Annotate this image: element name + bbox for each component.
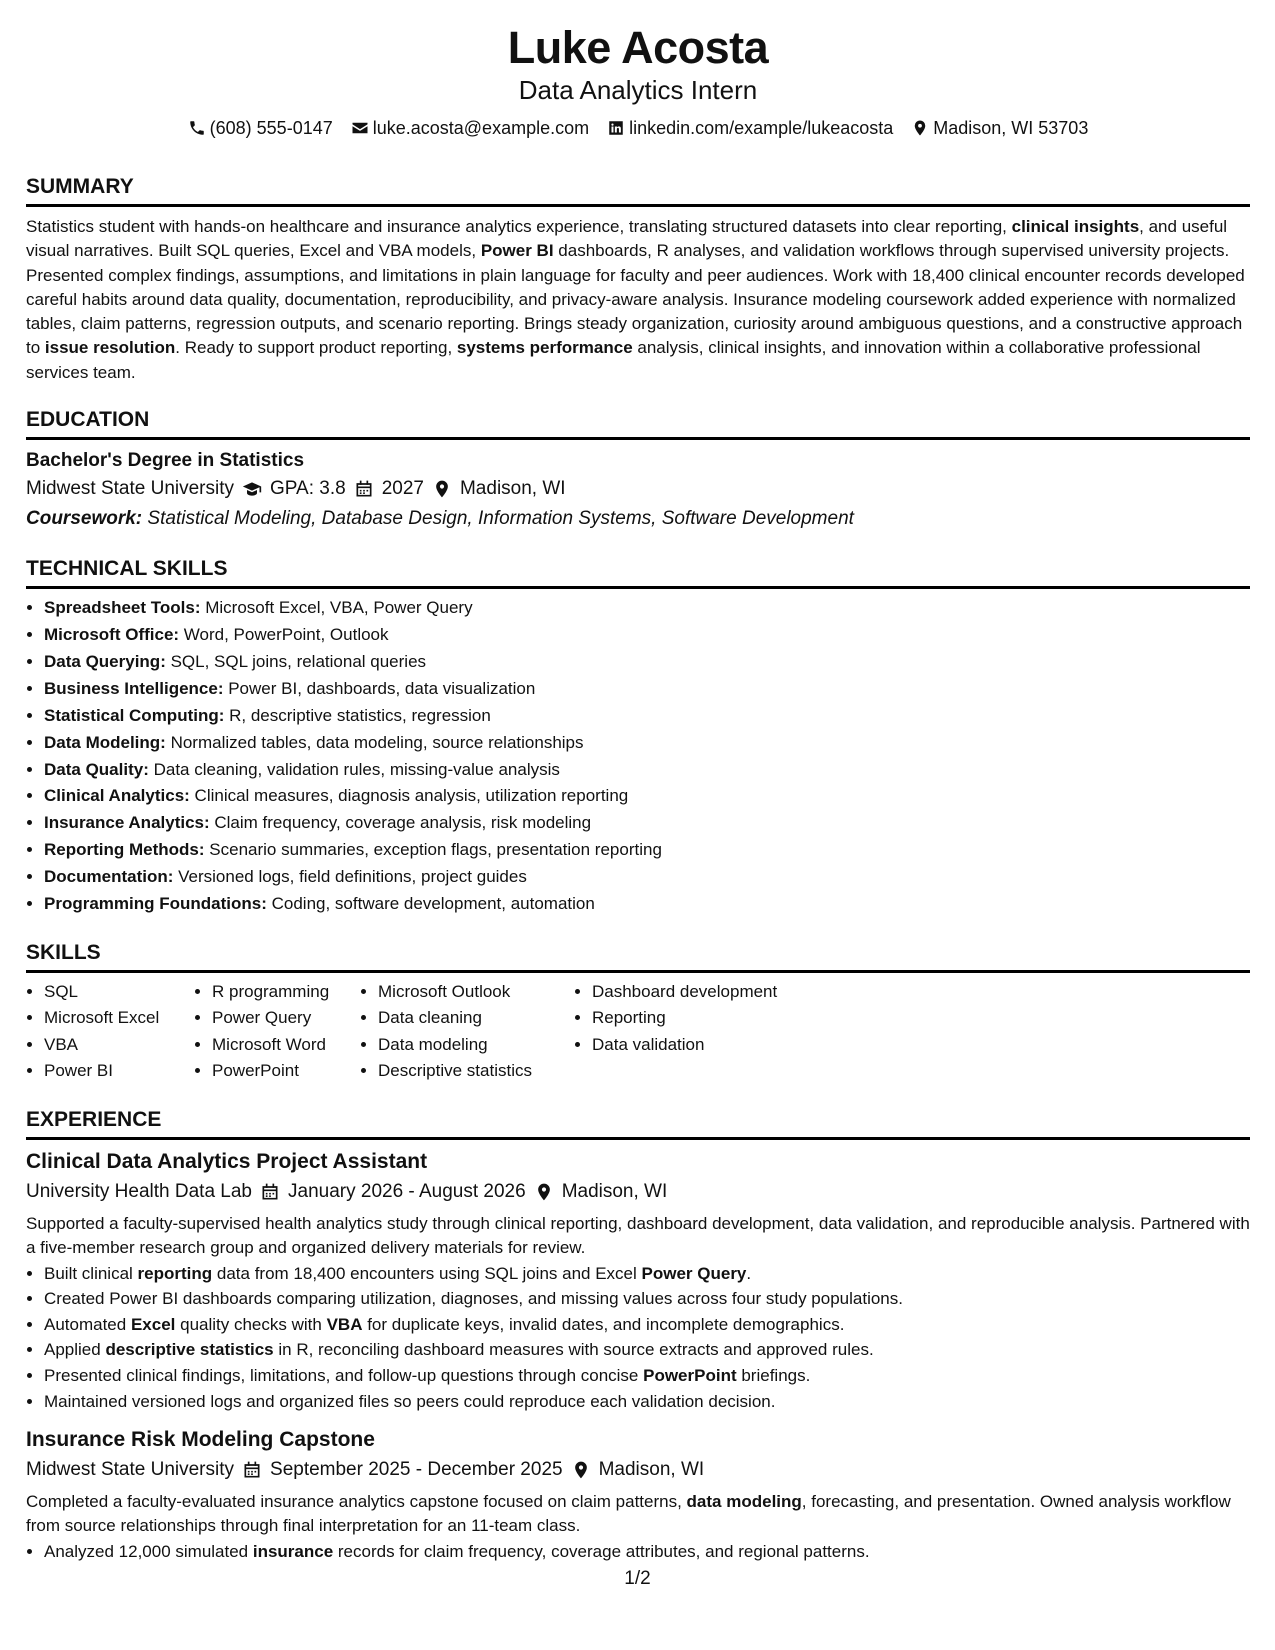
job-bullets	[26, 1261, 1250, 1415]
technical-skill-item	[44, 730, 1250, 757]
emphasis-text: PowerPoint	[643, 1365, 737, 1385]
job-meta	[26, 1454, 1250, 1486]
skill-item: • Dashboard development	[592, 979, 852, 1006]
graduation-cap-icon	[242, 479, 262, 499]
job-bullet	[44, 1286, 1250, 1312]
text-segment: Completed a faculty-evaluated insurance analytics capstone focused on claim patterns,	[26, 1492, 687, 1512]
text-segment: Created Power BI dashboards comparing utilization, diagnoses, and missing values across four study populations.	[44, 1289, 903, 1309]
skill-category: Data Quality:	[44, 759, 149, 779]
job-bullet	[44, 1261, 1250, 1287]
technical-skills-list	[26, 595, 1250, 918]
text-segment: briefings.	[736, 1365, 811, 1385]
skill-category: Statistical Computing:	[44, 705, 225, 725]
job-meta	[26, 1176, 1250, 1208]
skills-column	[574, 979, 852, 1085]
location-text: Madison, WI 53703	[933, 118, 1089, 138]
coursework-text: Statistical Modeling, Database Design, Information Systems, Software Development	[147, 508, 854, 530]
job-bullet	[44, 1312, 1250, 1338]
job-bullet	[44, 1363, 1250, 1389]
technical-skills-heading: TECHNICAL SKILLS	[26, 556, 1250, 589]
skill-item: • Power BI	[44, 1058, 194, 1085]
job-description: Supported a faculty-supervised health analytics study through clinical reporting, dashboard development, data validation, and reproducible analysis. Partnered with a five-member research group and organized delivery materials for review.	[26, 1213, 1250, 1258]
coursework-line	[26, 504, 1250, 534]
job-title: Insurance Risk Modeling Capstone	[26, 1428, 375, 1452]
technical-skill-item	[44, 676, 1250, 703]
skill-values: Data cleaning, validation rules, missing-value analysis	[148, 759, 560, 779]
skill-item: • Data modeling	[378, 1032, 574, 1059]
technical-skill-item	[44, 757, 1250, 784]
page-number: 1/2	[624, 1568, 651, 1589]
calendar-icon	[242, 1460, 262, 1480]
emphasis-text: Excel	[130, 1314, 176, 1334]
skill-category: Clinical Analytics:	[44, 786, 190, 806]
skill-item: • SQL	[44, 979, 194, 1006]
emphasis-text: Power Query	[641, 1263, 747, 1283]
resume-header	[26, 20, 1250, 142]
skill-category: Data Querying:	[44, 651, 166, 671]
resume-page	[26, 20, 1250, 1564]
linkedin-text: linkedin.com/example/lukeacosta	[629, 118, 894, 138]
skill-category: Business Intelligence:	[44, 678, 224, 698]
contact-location	[911, 114, 1088, 142]
job-bullet	[44, 1389, 1250, 1415]
emphasis-text: descriptive statistics	[105, 1340, 274, 1360]
contact-linkedin[interactable]	[607, 114, 893, 142]
technical-skill-item	[44, 622, 1250, 649]
education-meta	[26, 474, 1250, 504]
technical-skill-item	[44, 864, 1250, 891]
emphasis-text: issue resolution	[44, 338, 176, 358]
phone-text: (608) 555-0147	[209, 118, 333, 138]
skill-item: • Power Query	[212, 1005, 360, 1032]
coursework-label: Coursework:	[26, 508, 143, 530]
skill-values: Microsoft Excel, VBA, Power Query	[200, 598, 473, 618]
calendar-icon	[260, 1182, 280, 1202]
emphasis-text: clinical insights	[1011, 217, 1140, 236]
skill-values: Scenario summaries, exception flags, presentation reporting	[204, 840, 662, 860]
skill-category: Documentation:	[44, 867, 174, 887]
skill-values: Normalized tables, data modeling, source relationships	[165, 732, 584, 752]
text-segment: , and useful visual narratives. Built SQL queries, Excel and VBA models,	[26, 217, 1228, 261]
text-segment: Analyzed 12,000 simulated	[44, 1541, 253, 1561]
emphasis-text: Power BI	[480, 241, 554, 261]
skill-item: • R programming	[212, 979, 360, 1006]
calendar-icon	[354, 479, 374, 499]
job-bullet	[44, 1539, 1250, 1565]
education-location: Madison, WI	[459, 478, 566, 500]
experience-heading: EXPERIENCE	[26, 1107, 1250, 1140]
technical-skill-item	[44, 783, 1250, 810]
job-org: University Health Data Lab	[26, 1180, 252, 1202]
text-segment: in R, reconciling dashboard measures with source extracts and approved rules.	[273, 1340, 874, 1360]
graduation-year: 2027	[381, 478, 424, 500]
technical-skill-item	[44, 891, 1250, 918]
technical-skill-item	[44, 703, 1250, 730]
text-segment: analysis, clinical insights, and innovation within a collaborative professional services team.	[26, 338, 1201, 382]
technical-skill-item	[44, 810, 1250, 837]
emphasis-text: systems performance	[456, 338, 633, 358]
skill-item: • Reporting	[592, 1005, 852, 1032]
skills-heading: SKILLS	[26, 940, 1250, 973]
gpa-text: GPA: 3.8	[270, 478, 346, 500]
job-location: Madison, WI	[598, 1459, 705, 1481]
text-segment: Automated	[44, 1314, 131, 1334]
skill-item: • Data validation	[592, 1032, 852, 1059]
skills-column	[360, 979, 574, 1085]
skill-item: • Descriptive statistics	[378, 1058, 574, 1085]
skill-category: Insurance Analytics:	[44, 813, 210, 833]
text-segment: records for claim frequency, coverage attributes, and regional patterns.	[333, 1541, 870, 1561]
skill-item: • VBA	[44, 1032, 194, 1059]
text-segment: for duplicate keys, invalid dates, and incomplete demographics.	[362, 1314, 845, 1334]
skill-category: Data Modeling:	[44, 732, 166, 752]
skills-column	[26, 979, 194, 1085]
skills-grid	[26, 979, 1250, 1085]
emphasis-text: data modeling	[686, 1492, 802, 1512]
map-pin-icon	[571, 1460, 591, 1480]
skill-category: Reporting Methods:	[44, 840, 205, 860]
skill-item: • Microsoft Excel	[44, 1005, 194, 1032]
text-segment: Presented clinical findings, limitations, and follow-up questions through concise	[44, 1365, 644, 1385]
skill-values: SQL, SQL joins, relational queries	[165, 651, 427, 671]
skill-values: Coding, software development, automation	[266, 894, 595, 914]
skill-category: Programming Foundations:	[44, 894, 267, 914]
emphasis-text: insurance	[252, 1541, 334, 1561]
map-pin-icon	[534, 1182, 554, 1202]
envelope-icon	[351, 119, 369, 137]
emphasis-text: reporting	[137, 1263, 213, 1283]
map-pin-icon	[432, 479, 452, 499]
email-text: luke.acosta@example.com	[372, 118, 590, 138]
skills-column	[194, 979, 360, 1085]
skill-values: R, descriptive statistics, regression	[224, 705, 491, 725]
technical-skill-item	[44, 837, 1250, 864]
job-org: Midwest State University	[26, 1459, 235, 1481]
text-segment: quality checks with	[175, 1314, 327, 1334]
phone-icon	[188, 119, 206, 137]
school-name: Midwest State University	[26, 478, 235, 500]
contact-email[interactable]	[351, 114, 589, 142]
text-segment: , forecasting, and presentation. Owned analysis workflow from source relationships through final interpretation for an 11-team class.	[26, 1492, 1231, 1536]
skill-values: Word, PowerPoint, Outlook	[179, 624, 389, 644]
candidate-role: Data Analytics Intern	[518, 75, 758, 105]
job-location: Madison, WI	[561, 1180, 668, 1202]
text-segment: Maintained versioned logs and organized files so peers could reproduce each validation decision.	[44, 1391, 776, 1411]
skill-item: • Data cleaning	[378, 1005, 574, 1032]
text-segment: .	[746, 1263, 752, 1283]
text-segment: data from 18,400 encounters using SQL joins and Excel	[212, 1263, 642, 1283]
job-bullet	[44, 1337, 1250, 1363]
linkedin-icon	[607, 119, 625, 137]
emphasis-text: VBA	[326, 1314, 363, 1334]
degree-name: Bachelor's Degree in Statistics	[26, 450, 305, 472]
education-heading: EDUCATION	[26, 407, 1250, 440]
text-segment: Statistics student with hands-on healthcare and insurance analytics experience, translating structured datasets into clear reporting,	[26, 217, 1012, 236]
technical-skill-item	[44, 595, 1250, 622]
skill-values: Power BI, dashboards, data visualization	[223, 678, 536, 698]
job-dates: September 2025 - December 2025	[270, 1459, 563, 1481]
job-bullets	[26, 1539, 1250, 1565]
job-description	[26, 1490, 1250, 1539]
technical-skill-item	[44, 649, 1250, 676]
text-segment: dashboards, R analyses, and validation workflows through supervised university projects. Presented complex findings, assumptions, and limitations in plain language for faculty and peer audiences. Work with 18,400 clinical encounter records developed careful habits around data quality, documentation, reproducibility, and privacy-aware analysis. Insurance modeling coursework added experience with normalized tables, claim patterns, regression outputs, and scenario reporting. Brings steady organization, curiosity around ambiguous questions, and a constructive approach to	[26, 241, 1245, 358]
skill-item: • PowerPoint	[212, 1058, 360, 1085]
text-segment: . Ready to support product reporting,	[175, 338, 457, 358]
skill-category: Spreadsheet Tools:	[44, 598, 201, 618]
candidate-name: Luke Acosta	[507, 22, 769, 73]
summary-heading: SUMMARY	[26, 174, 1250, 207]
skill-item: • Microsoft Word	[212, 1032, 360, 1059]
skill-values: Clinical measures, diagnosis analysis, utilization reporting	[189, 786, 629, 806]
skill-values: Claim frequency, coverage analysis, risk modeling	[209, 813, 592, 833]
summary-text	[26, 215, 1250, 385]
contact-phone	[188, 114, 333, 142]
skill-category: Microsoft Office:	[44, 624, 180, 644]
map-pin-icon	[911, 119, 929, 137]
contact-line	[26, 114, 1250, 142]
skill-item: • Microsoft Outlook	[378, 979, 574, 1006]
text-segment: Applied	[44, 1340, 106, 1360]
job-title: Clinical Data Analytics Project Assistant	[26, 1149, 428, 1173]
skill-values: Versioned logs, field definitions, project guides	[173, 867, 527, 887]
job-dates: January 2026 - August 2026	[288, 1180, 526, 1202]
text-segment: Built clinical	[44, 1263, 138, 1283]
